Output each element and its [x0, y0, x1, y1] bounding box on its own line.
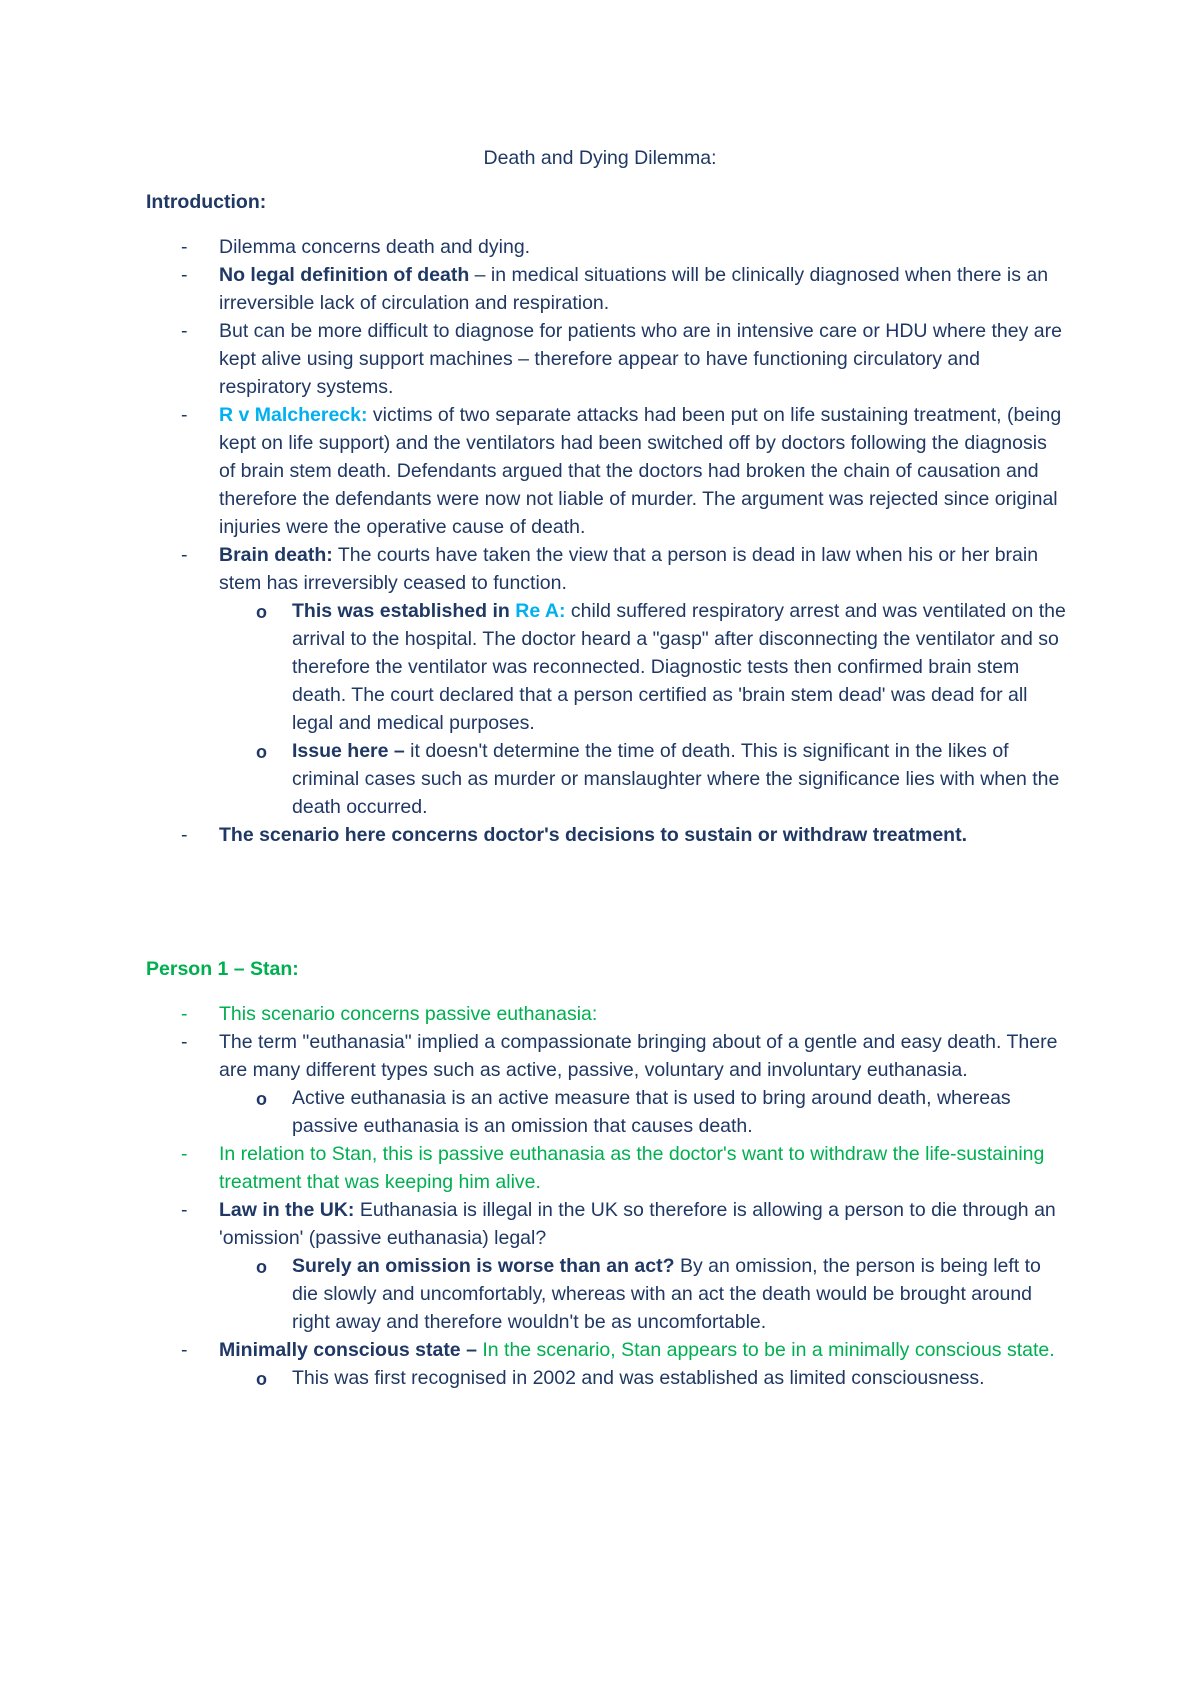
- list-item: [146, 1196, 1066, 1252]
- item-text: This scenario concerns passive euthanasia:: [219, 1003, 598, 1025]
- item-bold-text: Minimally conscious state –: [219, 1339, 477, 1361]
- dash-marker: -: [181, 1031, 188, 1053]
- item-text: it doesn't determine the time of death. This is significant in the likes of criminal cases such as murder or manslaughter where the significance lies with when the death occurred.: [292, 740, 1060, 818]
- dash-marker: -: [181, 320, 188, 342]
- list-item: [146, 233, 1066, 261]
- list-item: [146, 317, 1066, 401]
- circle-bullet-marker: o: [256, 1369, 267, 1389]
- item-text: In relation to Stan, this is passive euthanasia as the doctor's want to withdraw the life-sustaining treatment that was keeping him alive.: [219, 1143, 1045, 1193]
- dash-marker: -: [181, 1339, 188, 1361]
- document-title: Death and Dying Dilemma:: [483, 147, 717, 169]
- item-text: Active euthanasia is an active measure that is used to bring around death, whereas passive euthanasia is an omission that causes death.: [292, 1087, 1011, 1137]
- item-text: This was first recognised in 2002 and was established as limited consciousness.: [292, 1367, 985, 1389]
- item-text: Euthanasia is illegal in the UK so therefore is allowing a person to die through an 'omission' (passive euthanasia) legal?: [219, 1199, 1056, 1249]
- item-text: child suffered respiratory arrest and was ventilated on the arrival to the hospital. The doctor heard a "gasp" after disconnecting the ventilator and so therefore the ventilator was reconnected. Diagnostic tests then confirmed brain stem death. The court declared that a person certified as 'brain stem dead' was dead for all legal and medical purposes.: [292, 600, 1066, 734]
- circle-bullet-marker: o: [256, 1089, 267, 1109]
- sub-list-item: [146, 1252, 1066, 1336]
- dash-marker: -: [181, 544, 188, 566]
- dash-marker: -: [181, 1143, 188, 1165]
- item-bold-text: Law in the UK:: [219, 1199, 355, 1221]
- sub-list-item: [146, 737, 1066, 821]
- circle-bullet-marker: o: [256, 742, 267, 762]
- sub-list-item: [146, 597, 1066, 737]
- list-item: [146, 821, 1066, 849]
- list-item: [146, 1000, 1066, 1028]
- circle-bullet-marker: o: [256, 1257, 267, 1277]
- list-item: [146, 1140, 1066, 1196]
- person-1-heading: Person 1 – Stan:: [146, 958, 299, 980]
- list-item: [146, 541, 1066, 597]
- item-text: – in medical situations will be clinically diagnosed when there is an irreversible lack of circulation and respiration.: [219, 264, 1049, 314]
- dash-marker: -: [181, 404, 188, 426]
- list-item: [146, 401, 1066, 541]
- introduction-heading: Introduction:: [146, 191, 267, 213]
- list-item: [146, 1336, 1066, 1364]
- item-bold-text: Brain death:: [219, 544, 333, 566]
- dash-marker: -: [181, 264, 188, 286]
- item-bold-text: Surely an omission is worse than an act?: [292, 1255, 675, 1277]
- item-text: By an omission, the person is being left to die slowly and uncomfortably, whereas with an act the death would be brought around right away and therefore wouldn't be as uncomfortable.: [292, 1255, 1041, 1333]
- dash-marker: -: [181, 1003, 188, 1025]
- sub-list-item: [146, 1084, 1066, 1140]
- item-bold-text: No legal definition of death: [219, 264, 470, 286]
- circle-bullet-marker: o: [256, 602, 267, 622]
- item-text: The term "euthanasia" implied a compassionate bringing about of a gentle and easy death. There are many different types such as active, passive, voluntary and involuntary euthanasia.: [219, 1031, 1058, 1081]
- list-item: [146, 1028, 1066, 1084]
- list-item: [146, 261, 1066, 317]
- dash-marker: -: [181, 1199, 188, 1221]
- introduction-list: [146, 233, 1066, 849]
- item-bold-text: The scenario here concerns doctor's decisions to sustain or withdraw treatment.: [219, 824, 967, 846]
- case-name: Re A:: [515, 600, 566, 622]
- dash-marker: -: [181, 824, 188, 846]
- person-1-list: [146, 1000, 1066, 1392]
- sub-list-item: [146, 1364, 1066, 1392]
- item-text: But can be more difficult to diagnose for patients who are in intensive care or HDU where they are kept alive using support machines – therefore appear to have functioning circulatory and respiratory systems.: [219, 320, 1062, 398]
- case-name: R v Malchereck:: [219, 404, 368, 426]
- item-text: The courts have taken the view that a person is dead in law when his or her brain stem has irreversibly ceased to function.: [219, 544, 1039, 594]
- item-green-text: In the scenario, Stan appears to be in a minimally conscious state.: [476, 1339, 1055, 1361]
- item-bold-text: Issue here –: [292, 740, 405, 762]
- dash-marker: -: [181, 236, 188, 258]
- item-text: victims of two separate attacks had been put on life sustaining treatment, (being kept on life support) and the ventilators had been switched off by doctors following the diagnosis of brain stem death. Defendants argued that the doctors had broken the chain of causation and therefore the defendants were now not liable of murder. The argument was rejected since original injuries were the operative cause of death.: [219, 404, 1062, 538]
- item-text: Dilemma concerns death and dying.: [219, 236, 531, 258]
- item-bold-text: This was established in: [292, 600, 516, 622]
